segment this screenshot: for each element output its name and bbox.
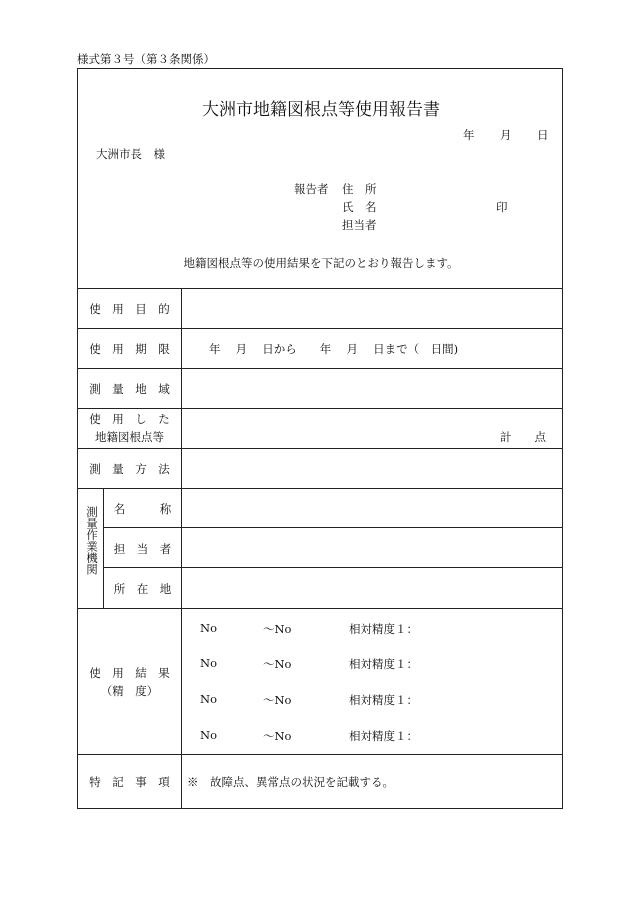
report-form bbox=[77, 68, 563, 809]
form-title: 大洲市地籍図根点等使用報告書 bbox=[202, 100, 440, 120]
notes-label: 特 記 事 項 bbox=[89, 775, 170, 789]
form-number: 様式第３号（第３条関係） bbox=[77, 52, 215, 66]
result-accuracy: 相対精度１： bbox=[349, 657, 418, 671]
date-month: 月 bbox=[500, 128, 512, 142]
seal-mark: 印 bbox=[496, 200, 508, 214]
result-from: No bbox=[200, 656, 217, 670]
row-divider bbox=[78, 448, 562, 449]
row-divider bbox=[78, 754, 562, 755]
method-label: 測 量 方 法 bbox=[89, 462, 170, 476]
results-label-2: （精 度） bbox=[100, 684, 159, 698]
result-from: No bbox=[200, 692, 217, 706]
result-to: ～No bbox=[263, 622, 292, 636]
row-divider bbox=[78, 288, 562, 289]
result-from: No bbox=[200, 728, 217, 742]
reporter-person-label: 担当者 bbox=[342, 218, 377, 232]
reporter-label: 報告者 bbox=[294, 182, 329, 196]
row-divider bbox=[78, 408, 562, 409]
period-value: 年 月 日から 年 月 日まで（ 日間) bbox=[209, 342, 459, 356]
used-points-label-2: 地籍図根点等 bbox=[95, 430, 164, 444]
area-label: 測 量 地 域 bbox=[89, 382, 170, 396]
addressee: 大洲市長 様 bbox=[96, 147, 165, 161]
result-accuracy: 相対精度１： bbox=[349, 729, 418, 743]
row-divider bbox=[78, 488, 562, 489]
row-divider bbox=[78, 368, 562, 369]
purpose-label: 使 用 目 的 bbox=[89, 302, 170, 316]
result-accuracy: 相対精度１： bbox=[349, 693, 418, 707]
results-label-1: 使 用 結 果 bbox=[89, 666, 170, 680]
row-divider bbox=[78, 328, 562, 329]
reporter-name-label: 氏 名 bbox=[342, 200, 377, 214]
used-points-label-1: 使 用 し た bbox=[89, 412, 170, 426]
points-total: 計 点 bbox=[500, 430, 546, 444]
agency-label: 測量作業機関 bbox=[85, 506, 99, 575]
column-divider bbox=[181, 288, 182, 809]
row-divider bbox=[104, 527, 562, 528]
result-accuracy: 相対精度１： bbox=[349, 622, 418, 636]
date-year: 年 bbox=[463, 128, 475, 142]
period-label: 使 用 期 限 bbox=[89, 342, 170, 356]
agency-name-label: 名 称 bbox=[113, 502, 172, 516]
notes-value: ※ 故障点、異常点の状況を記載する。 bbox=[187, 775, 394, 789]
result-to: ～No bbox=[263, 657, 292, 671]
result-to: ～No bbox=[263, 693, 292, 707]
result-to: ～No bbox=[263, 729, 292, 743]
result-from: No bbox=[200, 621, 217, 635]
row-divider bbox=[104, 567, 562, 568]
date-day: 日 bbox=[537, 128, 549, 142]
reporter-address-label: 住 所 bbox=[342, 182, 377, 196]
agency-location-label: 所 在 地 bbox=[113, 582, 172, 596]
row-divider bbox=[78, 608, 562, 609]
intro-text: 地籍図根点等の使用結果を下記のとおり報告します。 bbox=[183, 256, 459, 270]
agency-person-label: 担 当 者 bbox=[113, 542, 172, 556]
